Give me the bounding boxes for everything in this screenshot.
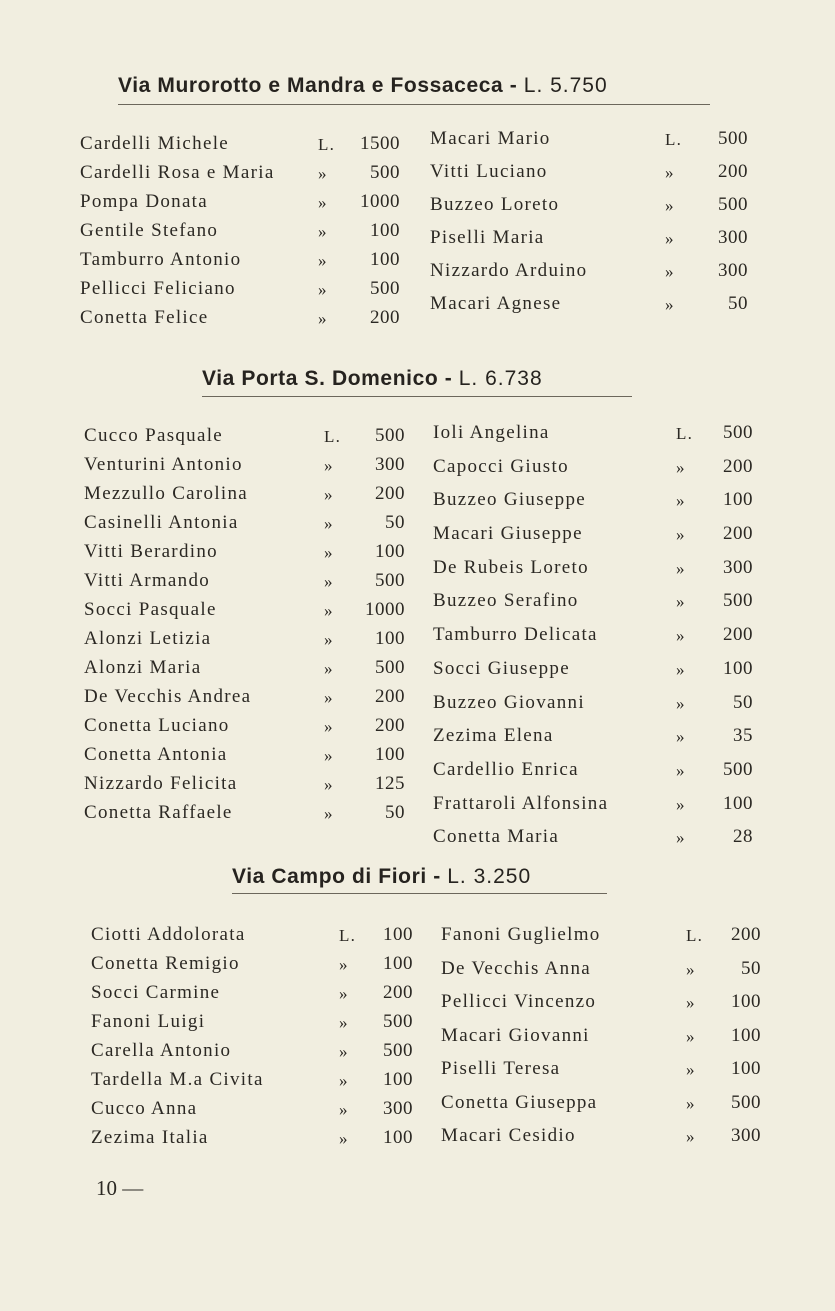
donation-amount: 500 bbox=[383, 1040, 413, 1061]
ditto-mark: » bbox=[324, 804, 334, 823]
currency-label: L. bbox=[324, 427, 342, 446]
donor-row bbox=[433, 624, 753, 658]
street-name: Via Campo di Fiori bbox=[232, 865, 427, 888]
ditto-mark: » bbox=[686, 1026, 696, 1046]
donor-row bbox=[433, 590, 753, 624]
donor-row bbox=[441, 1092, 761, 1126]
donor-name: Conetta Antonia bbox=[84, 744, 228, 765]
donor-row bbox=[80, 133, 400, 162]
ditto-mark: » bbox=[339, 1071, 349, 1090]
donation-amount: 100 bbox=[375, 628, 405, 649]
donor-row bbox=[80, 220, 400, 249]
donor-row bbox=[433, 523, 753, 557]
ditto-mark: » bbox=[318, 193, 328, 212]
donor-name: Conetta Remigio bbox=[91, 953, 240, 974]
donor-name: Fanoni Guglielmo bbox=[441, 924, 601, 945]
ditto-mark: » bbox=[686, 993, 696, 1012]
ditto-mark: » bbox=[676, 760, 686, 780]
donation-amount: 200 bbox=[723, 523, 753, 545]
donation-amount: 200 bbox=[370, 307, 400, 328]
donation-amount: 200 bbox=[723, 624, 753, 646]
donor-row bbox=[433, 793, 753, 827]
donation-amount: 500 bbox=[370, 162, 400, 183]
donor-row bbox=[91, 1127, 413, 1156]
donation-amount: 500 bbox=[718, 128, 748, 149]
donation-amount: 500 bbox=[723, 590, 753, 612]
donor-name: Tamburro Antonio bbox=[80, 249, 242, 270]
donor-row bbox=[91, 1069, 413, 1098]
ditto-mark: » bbox=[324, 659, 334, 678]
donation-amount: 300 bbox=[718, 227, 748, 248]
donor-name: Alonzi Letizia bbox=[84, 628, 212, 649]
ditto-mark: » bbox=[676, 727, 686, 747]
currency-label: L. bbox=[676, 424, 694, 443]
donation-amount: 100 bbox=[383, 1127, 413, 1148]
ditto-mark: » bbox=[318, 251, 328, 270]
donation-amount: 200 bbox=[375, 715, 405, 736]
donation-amount: 100 bbox=[731, 1058, 761, 1079]
donor-name: Fanoni Luigi bbox=[91, 1011, 206, 1032]
dash-separator: - bbox=[444, 367, 459, 390]
donation-amount: 500 bbox=[723, 758, 753, 780]
donor-row bbox=[84, 628, 405, 657]
donation-amount: 28 bbox=[733, 826, 753, 848]
donor-row bbox=[441, 1058, 761, 1092]
donor-row bbox=[84, 744, 405, 773]
heading-underline bbox=[118, 104, 710, 105]
donation-amount: 200 bbox=[718, 161, 748, 182]
donor-row bbox=[80, 278, 400, 307]
donation-amount: 50 bbox=[733, 691, 753, 713]
donation-amount: 500 bbox=[731, 1091, 761, 1113]
donation-amount: 100 bbox=[370, 220, 400, 241]
donor-name: Nizzardo Arduino bbox=[430, 260, 588, 281]
ditto-mark: » bbox=[665, 262, 675, 281]
donor-row bbox=[441, 924, 761, 958]
ditto-mark: » bbox=[686, 1127, 696, 1146]
donor-name: Carella Antonio bbox=[91, 1040, 232, 1061]
donor-row bbox=[433, 725, 753, 759]
donor-name: Buzzeo Loreto bbox=[430, 194, 560, 215]
donor-name: Ciotti Addolorata bbox=[91, 924, 246, 945]
donor-name: Pompa Donata bbox=[80, 191, 208, 212]
donor-name: Nizzardo Felicita bbox=[84, 773, 238, 794]
street-name: Via Porta S. Domenico bbox=[202, 367, 439, 390]
ditto-mark: » bbox=[686, 959, 696, 979]
section-total: L. 5.750 bbox=[523, 74, 608, 97]
donation-amount: 500 bbox=[723, 422, 753, 443]
ditto-mark: » bbox=[676, 794, 686, 814]
donation-amount: 500 bbox=[718, 194, 748, 215]
donor-column-left bbox=[91, 924, 413, 1156]
donor-name: Alonzi Maria bbox=[84, 657, 202, 678]
donation-amount: 125 bbox=[375, 773, 405, 794]
ditto-mark: » bbox=[339, 1013, 349, 1032]
donor-name: Capocci Giusto bbox=[433, 455, 569, 477]
section-total: L. 6.738 bbox=[458, 367, 543, 390]
donor-name: Macari Mario bbox=[430, 128, 551, 149]
donor-name: Buzzeo Giovanni bbox=[433, 691, 585, 713]
donor-name: Mezzullo Carolina bbox=[84, 483, 249, 504]
donor-row bbox=[91, 1098, 413, 1127]
section-total: L. 3.250 bbox=[447, 865, 532, 888]
donor-name: Buzzeo Giuseppe bbox=[433, 489, 586, 511]
donation-amount: 100 bbox=[370, 249, 400, 270]
donor-name: Cardelli Michele bbox=[80, 133, 230, 154]
ditto-mark: » bbox=[324, 775, 334, 794]
donor-row bbox=[441, 1025, 761, 1059]
donor-name: Piselli Maria bbox=[430, 227, 545, 248]
ditto-mark: » bbox=[665, 196, 675, 215]
donation-amount: 300 bbox=[718, 260, 748, 281]
donor-row bbox=[430, 293, 748, 326]
ditto-mark: » bbox=[676, 558, 686, 578]
donor-row bbox=[441, 1125, 761, 1159]
ditto-mark: » bbox=[324, 601, 334, 620]
ditto-mark: » bbox=[324, 717, 334, 736]
donor-name: Cardellio Enrica bbox=[433, 758, 579, 780]
donation-amount: 100 bbox=[731, 991, 761, 1012]
ditto-mark: » bbox=[676, 659, 686, 679]
donor-name: De Rubeis Loreto bbox=[433, 556, 589, 578]
donor-row bbox=[430, 194, 748, 227]
donation-amount: 50 bbox=[385, 802, 405, 823]
donor-column-right bbox=[433, 422, 753, 860]
donor-name: De Vecchis Anna bbox=[441, 957, 592, 979]
donor-column-right bbox=[441, 924, 761, 1159]
donor-row bbox=[80, 191, 400, 220]
donor-column-left bbox=[84, 425, 405, 831]
donor-column-left bbox=[80, 133, 400, 336]
donor-name: Vitti Berardino bbox=[84, 541, 218, 562]
section-heading bbox=[232, 865, 531, 889]
donation-amount: 500 bbox=[370, 278, 400, 299]
donor-row bbox=[433, 456, 753, 490]
donor-name: Vitti Armando bbox=[84, 570, 211, 591]
ditto-mark: » bbox=[324, 485, 334, 504]
donor-row bbox=[84, 454, 405, 483]
donation-amount: 50 bbox=[741, 957, 761, 979]
ditto-mark: » bbox=[686, 1093, 696, 1113]
donor-row bbox=[84, 657, 405, 686]
ditto-mark: » bbox=[324, 688, 334, 707]
ditto-mark: » bbox=[686, 1060, 696, 1079]
donation-amount: 100 bbox=[383, 1069, 413, 1090]
ditto-mark: » bbox=[318, 164, 328, 183]
heading-underline bbox=[232, 893, 607, 894]
donation-amount: 200 bbox=[723, 455, 753, 477]
ditto-mark: » bbox=[676, 592, 686, 612]
donor-name: Cucco Anna bbox=[91, 1098, 198, 1119]
ditto-mark: » bbox=[339, 984, 349, 1003]
donor-name: Frattaroli Alfonsina bbox=[433, 792, 609, 814]
ditto-mark: » bbox=[676, 828, 686, 848]
dash-separator: - bbox=[433, 865, 448, 888]
ditto-mark: » bbox=[324, 630, 334, 649]
donor-row bbox=[91, 1011, 413, 1040]
donation-amount: 100 bbox=[723, 792, 753, 814]
donation-amount: 500 bbox=[383, 1011, 413, 1032]
donor-row bbox=[433, 557, 753, 591]
donation-amount: 1000 bbox=[365, 599, 405, 620]
donor-row bbox=[433, 759, 753, 793]
donor-row bbox=[433, 489, 753, 523]
currency-label: L. bbox=[665, 130, 683, 149]
donor-name: Gentile Stefano bbox=[80, 220, 219, 241]
ditto-mark: » bbox=[324, 543, 334, 562]
donor-row bbox=[84, 541, 405, 570]
donor-row bbox=[430, 161, 748, 194]
donor-column-right bbox=[430, 128, 748, 326]
ditto-mark: » bbox=[318, 222, 328, 241]
donor-name: Socci Giuseppe bbox=[433, 657, 570, 679]
ditto-mark: » bbox=[324, 514, 334, 533]
donation-amount: 300 bbox=[731, 1125, 761, 1146]
donor-name: Zezima Elena bbox=[433, 725, 554, 747]
ditto-mark: » bbox=[324, 572, 334, 591]
donation-amount: 100 bbox=[375, 744, 405, 765]
donor-row bbox=[84, 570, 405, 599]
donor-name: Cardelli Rosa e Maria bbox=[80, 162, 275, 183]
donation-amount: 100 bbox=[383, 924, 413, 945]
ditto-mark: » bbox=[318, 309, 328, 328]
ditto-mark: » bbox=[665, 295, 675, 314]
donor-row bbox=[430, 260, 748, 293]
donor-row bbox=[91, 1040, 413, 1069]
donation-amount: 500 bbox=[375, 657, 405, 678]
donation-amount: 35 bbox=[733, 725, 753, 747]
donor-row bbox=[91, 953, 413, 982]
donor-name: Ioli Angelina bbox=[433, 422, 550, 443]
ditto-mark: » bbox=[339, 1129, 349, 1148]
donor-name: Venturini Antonio bbox=[84, 454, 243, 475]
currency-label: L. bbox=[686, 926, 704, 945]
ditto-mark: » bbox=[339, 1042, 349, 1061]
donor-row bbox=[441, 958, 761, 992]
donor-name: Conetta Raffaele bbox=[84, 802, 233, 823]
donor-name: Vitti Luciano bbox=[430, 161, 548, 182]
donor-name: Conetta Giuseppa bbox=[441, 1091, 598, 1113]
donation-amount: 200 bbox=[375, 483, 405, 504]
dash-separator: - bbox=[509, 74, 524, 97]
donor-row bbox=[433, 826, 753, 860]
ditto-mark: » bbox=[676, 491, 686, 511]
donor-row bbox=[84, 425, 405, 454]
ditto-mark: » bbox=[676, 626, 686, 646]
ditto-mark: » bbox=[665, 229, 675, 248]
donor-name: Cucco Pasquale bbox=[84, 425, 224, 446]
donation-amount: 500 bbox=[375, 425, 405, 446]
donor-row bbox=[84, 599, 405, 628]
donation-amount: 50 bbox=[728, 293, 748, 314]
donor-name: Pellicci Feliciano bbox=[80, 278, 236, 299]
donation-amount: 100 bbox=[731, 1024, 761, 1046]
donor-name: Conetta Maria bbox=[433, 826, 560, 848]
donation-amount: 100 bbox=[375, 541, 405, 562]
donor-row bbox=[84, 483, 405, 512]
currency-label: L. bbox=[339, 926, 357, 945]
donation-amount: 50 bbox=[385, 512, 405, 533]
donor-row bbox=[80, 307, 400, 336]
donation-amount: 200 bbox=[731, 924, 761, 945]
section-heading bbox=[118, 74, 608, 98]
donor-name: Macari Cesidio bbox=[441, 1125, 576, 1146]
donor-name: Macari Giuseppe bbox=[433, 523, 583, 545]
donor-name: Tardella M.a Civita bbox=[91, 1069, 264, 1090]
donor-row bbox=[80, 162, 400, 191]
ditto-mark: » bbox=[324, 456, 334, 475]
donation-amount: 300 bbox=[723, 556, 753, 578]
donor-row bbox=[433, 692, 753, 726]
donation-amount: 300 bbox=[375, 454, 405, 475]
donation-amount: 200 bbox=[375, 686, 405, 707]
donation-amount: 100 bbox=[723, 657, 753, 679]
donor-row bbox=[84, 802, 405, 831]
donor-row bbox=[84, 773, 405, 802]
donor-name: Piselli Teresa bbox=[441, 1058, 561, 1079]
donor-name: Macari Giovanni bbox=[441, 1024, 590, 1046]
donation-amount: 1000 bbox=[360, 191, 400, 212]
donor-name: Buzzeo Serafino bbox=[433, 590, 579, 612]
donor-name: Zezima Italia bbox=[91, 1127, 209, 1148]
donor-row bbox=[430, 128, 748, 161]
ditto-mark: » bbox=[324, 746, 334, 765]
donor-row bbox=[433, 422, 753, 456]
ditto-mark: » bbox=[339, 955, 349, 974]
donor-row bbox=[80, 249, 400, 278]
donor-name: Conetta Luciano bbox=[84, 715, 230, 736]
donation-amount: 300 bbox=[383, 1098, 413, 1119]
ditto-mark: » bbox=[676, 457, 686, 477]
donor-row bbox=[84, 686, 405, 715]
ditto-mark: » bbox=[339, 1100, 349, 1119]
donor-name: Socci Pasquale bbox=[84, 599, 217, 620]
donation-amount: 500 bbox=[375, 570, 405, 591]
donor-name: De Vecchis Andrea bbox=[84, 686, 252, 707]
ditto-mark: » bbox=[318, 280, 328, 299]
donor-row bbox=[84, 715, 405, 744]
ditto-mark: » bbox=[676, 693, 686, 713]
donation-amount: 100 bbox=[383, 953, 413, 974]
street-name: Via Murorotto e Mandra e Fossaceca bbox=[118, 74, 504, 97]
donor-row bbox=[433, 658, 753, 692]
donation-amount: 200 bbox=[383, 982, 413, 1003]
donation-amount: 1500 bbox=[360, 133, 400, 154]
donor-row bbox=[91, 982, 413, 1011]
donor-name: Casinelli Antonia bbox=[84, 512, 239, 533]
donor-name: Macari Agnese bbox=[430, 293, 562, 314]
section-heading bbox=[202, 367, 543, 391]
donor-row bbox=[441, 991, 761, 1025]
page-number: 10 — bbox=[96, 1176, 144, 1200]
ditto-mark: » bbox=[676, 525, 686, 545]
heading-underline bbox=[202, 396, 632, 397]
donor-row bbox=[84, 512, 405, 541]
donor-name: Tamburro Delicata bbox=[433, 624, 598, 646]
currency-label: L. bbox=[318, 135, 336, 154]
donor-name: Conetta Felice bbox=[80, 307, 209, 328]
donor-name: Pellicci Vincenzo bbox=[441, 991, 597, 1012]
donation-amount: 100 bbox=[723, 489, 753, 511]
donor-name: Socci Carmine bbox=[91, 982, 221, 1003]
donor-row bbox=[430, 227, 748, 260]
donor-row bbox=[91, 924, 413, 953]
ditto-mark: » bbox=[665, 163, 675, 182]
